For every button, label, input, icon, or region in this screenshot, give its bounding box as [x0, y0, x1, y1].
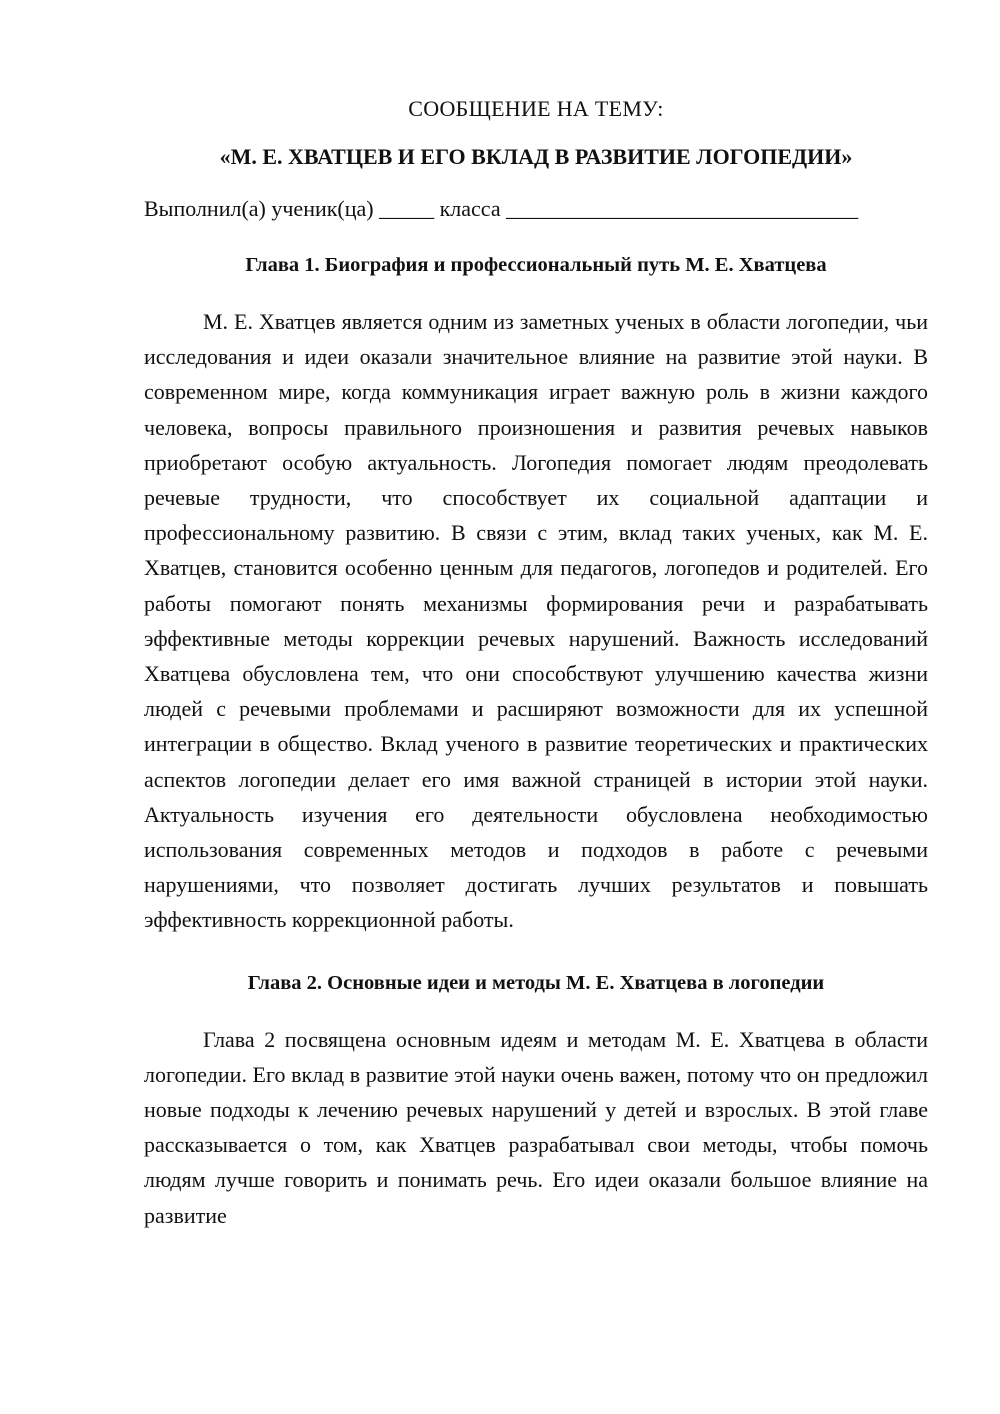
chapter2-paragraph: Глава 2 посвящена основным идеям и методам М. Е. Хватцева в области логопедии. Его вклад в развитие этой науки очень важен, потому что он предложил новые подходы к лечению речевых нарушений у детей и взрослых. В этой главе рассказывается о том, как Хватцев разрабатывал свои методы, чтобы помочь людям лучше говорить и понимать речь. Его идеи оказали большое влияние на развитие — [144, 1026, 928, 1228]
chapter2-heading: Глава 2. Основные идеи и методы М. Е. Хватцева в логопедии — [247, 971, 825, 994]
document-title-line2: «М. Е. ХВАТЦЕВ И ЕГО ВКЛАД В РАЗВИТИЕ ЛОГОПЕДИИ» — [219, 144, 853, 169]
document-title-line1: СООБЩЕНИЕ НА ТЕМУ: — [408, 96, 664, 121]
student-info-line: Выполнил(а) ученик(ца) _____ класса ________________________________ — [144, 196, 859, 221]
chapter1-paragraph: М. Е. Хватцев является одним из заметных ученых в области логопедии, чьи исследования и идеи оказали значительное влияние на развитие этой науки. В современном мире, когда коммуникация играет важную роль в жизни каждого человека, вопросы правильного произношения и развития речевых навыков приобретают особую актуальность. Логопедия помогает людям преодолевать речевые трудности, что способствует их социальной адаптации и профессиональному развитию. В связи с этим, вклад таких ученых, как М. Е. Хватцев, становится особенно ценным для педагогов, логопедов и родителей. Его работы помогают понять механизмы формирования речи и разрабатывать эффективные методы коррекции речевых нарушений. Важность исследований Хватцева обусловлена тем, что они способствуют улучшению качества жизни людей с речевыми проблемами и расширяют возможности для их успешной интеграции в общество. Вклад ученого в развитие теоретических и практических аспектов логопедии делает его имя важной страницей в истории этой науки. Актуальность изучения его деятельности обусловлена необходимостью использования современных методов и подходов в работе с речевыми нарушениями, что позволяет достигать лучших результатов и повышать эффективность коррекционной работы. — [144, 309, 928, 933]
chapter1-heading: Глава 1. Биография и профессиональный путь М. Е. Хватцева — [245, 254, 827, 276]
document-page — [144, 92, 928, 1233]
